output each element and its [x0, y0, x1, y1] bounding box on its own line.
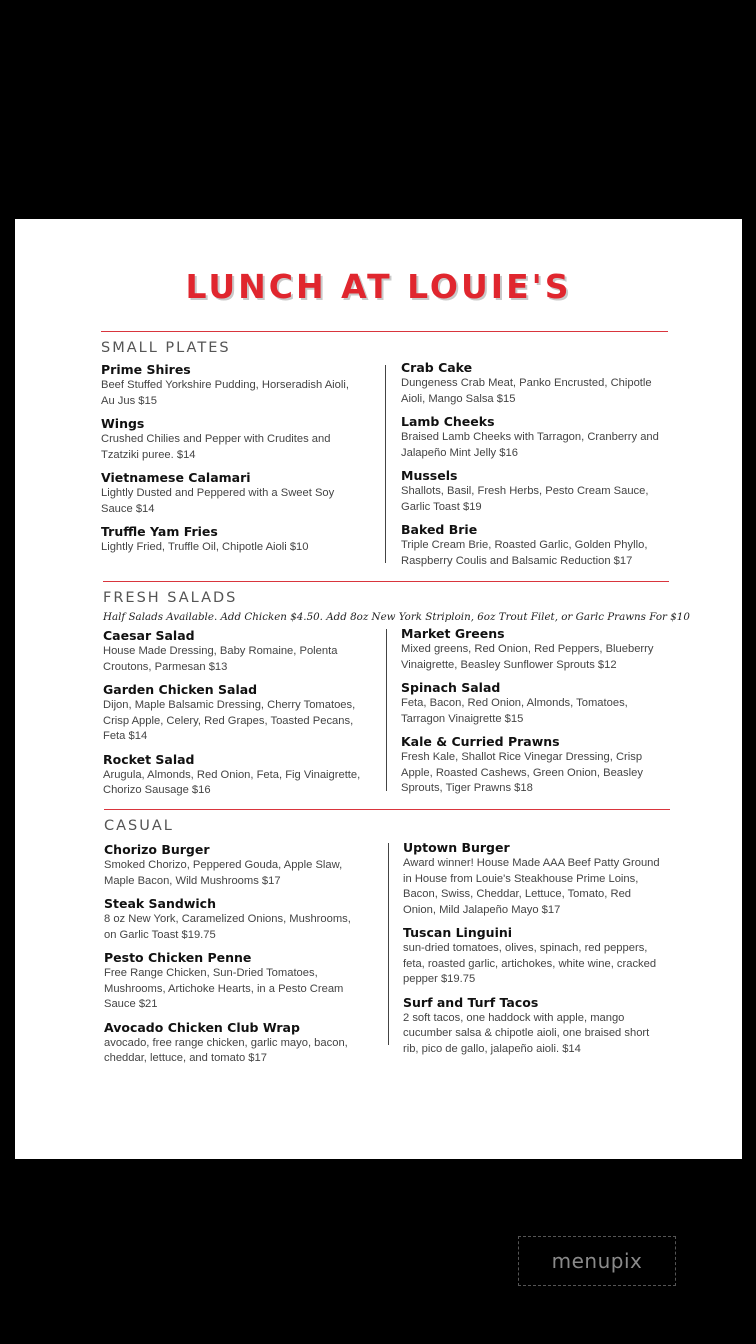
right-column [401, 625, 663, 803]
menu-item [401, 679, 663, 727]
menupix-watermark: menupix [518, 1236, 676, 1286]
section-divider [104, 809, 670, 810]
section-heading: FRESH SALADS [103, 590, 238, 606]
menu-item [403, 994, 665, 1058]
menu-item-description: 8 oz New York, Caramelized Onions, Mushrooms, on Garlic Toast $19.75 [104, 913, 351, 941]
menu-item-description: Feta, Bacon, Red Onion, Almonds, Tomatoes, Tarragon Vinaigrette $15 [401, 697, 628, 725]
section-casual [104, 809, 670, 1064]
menu-item-description: Fresh Kale, Shallot Rice Vinegar Dressing, Crisp Apple, Roasted Cashews, Green Onion, Beasley Sprouts, Tiger Prawns $18 [401, 751, 643, 794]
menu-item-name: Pesto Chicken Penne [104, 950, 252, 965]
menu-item-name: Lamb Cheeks [401, 414, 495, 429]
menu-item-description: avocado, free range chicken, garlic mayo, bacon, cheddar, lettuce, and tomato $17 [104, 1036, 348, 1064]
menu-item-description: Crushed Chilies and Pepper with Crudites and Tzatziki puree. $14 [101, 433, 331, 461]
menu-item-name: Surf and Turf Tacos [403, 994, 539, 1010]
menu-item-name: Steak Sandwich [104, 896, 216, 911]
menu-item-description: Shallots, Basil, Fresh Herbs, Pesto Cream Sauce, Garlic Toast $19 [401, 485, 649, 513]
menu-item-name: Tuscan Linguini [403, 925, 513, 940]
menu-item-name: Truffle Yam Fries [101, 524, 218, 539]
section-heading: SMALL PLATES [101, 340, 231, 356]
column-divider [388, 843, 389, 1045]
menu-item [403, 924, 665, 988]
menu-item-description: Lightly Dusted and Peppered with a Sweet Soy Sauce $14 [101, 487, 335, 515]
menu-item-description: sun-dried tomatoes, olives, spinach, red peppers, feta, roasted garlic, artichokes, white wine, cracked pepper $19.75 [403, 942, 657, 985]
left-column [103, 627, 365, 805]
menu-item [103, 751, 365, 799]
section-small-plates [101, 331, 668, 571]
menu-item [401, 413, 663, 461]
menu-item-description: Triple Cream Brie, Roasted Garlic, Golden Phyllo, Raspberry Coulis and Balsamic Reduction $17 [401, 539, 648, 567]
menu-item [104, 949, 366, 1013]
menu-item-name: Baked Brie [401, 522, 478, 537]
menu-item [403, 839, 665, 918]
menu-item-description: House Made Dressing, Baby Romaine, Polenta Croutons, Parmesan $13 [103, 645, 338, 673]
menu-item-description: Arugula, Almonds, Red Onion, Feta, Fig Vinaigrette, Chorizo Sausage $16 [103, 768, 361, 796]
menu-item [101, 415, 363, 463]
menu-item-name: Garden Chicken Salad [103, 682, 258, 697]
right-column [403, 839, 665, 1063]
menu-item [104, 841, 366, 889]
menu-item-name: Wings [101, 416, 145, 431]
menu-title: LUNCH AT LOUIE'S [185, 267, 572, 306]
menu-item [401, 467, 663, 515]
menu-item [101, 523, 363, 556]
menu-item-name: Chorizo Burger [104, 842, 210, 857]
salad-note: Half Salads Available. Add Chicken $4.50. Add 8oz New York Striploin, 6oz Trout Filet, or Garlc Prawns For $10 [103, 611, 690, 623]
menu-item [401, 625, 663, 673]
section-divider [101, 331, 668, 332]
section-fresh-salads [103, 581, 690, 801]
right-column [401, 359, 663, 575]
menu-item [103, 627, 365, 675]
menu-item-description: Free Range Chicken, Sun-Dried Tomatoes, Mushrooms, Artichoke Hearts, in a Pesto Cream Sauce $21 [104, 967, 344, 1010]
section-heading: CASUAL [104, 818, 174, 834]
menu-item-description: Mixed greens, Red Onion, Red Peppers, Blueberry Vinaigrette, Beasley Sunflower Sprouts $12 [401, 643, 654, 671]
menu-item [101, 361, 363, 409]
menu-item-name: Crab Cake [401, 360, 473, 375]
menu-item-name: Vietnamese Calamari [101, 470, 251, 485]
menu-item-name: Market Greens [401, 626, 505, 641]
menu-item-name: Caesar Salad [103, 628, 195, 643]
menu-item-name: Spinach Salad [401, 680, 501, 695]
menu-item [104, 1019, 366, 1067]
menu-item-name: Uptown Burger [403, 840, 510, 855]
menu-item-description: 2 soft tacos, one haddock with apple, mango cucumber salsa & chipotle aioli, one braised short rib, pico de gallo, jalapeño aioli. $14 [403, 1011, 650, 1055]
left-column [104, 841, 366, 1073]
section-divider [103, 581, 669, 582]
menu-item [401, 521, 663, 569]
menu-item [401, 733, 663, 797]
menu-item-name: Prime Shires [101, 362, 191, 377]
left-column [101, 361, 363, 562]
menu-item [103, 681, 365, 745]
menu-item-name: Kale & Curried Prawns [401, 734, 560, 749]
menu-item [401, 359, 663, 407]
menu-item-description: Dungeness Crab Meat, Panko Encrusted, Chipotle Aioli, Mango Salsa $15 [401, 377, 652, 405]
menu-item [101, 469, 363, 517]
column-divider [386, 629, 387, 791]
menu-item-name: Mussels [401, 468, 458, 483]
menu-item-description: Beef Stuffed Yorkshire Pudding, Horseradish Aioli, Au Jus $15 [101, 379, 349, 407]
menu-item-description: Lightly Fried, Truffle Oil, Chipotle Aioli $10 [101, 541, 309, 553]
menu-item-description: Braised Lamb Cheeks with Tarragon, Cranberry and Jalapeño Mint Jelly $16 [401, 431, 659, 459]
menu-item-description: Dijon, Maple Balsamic Dressing, Cherry Tomatoes, Crisp Apple, Celery, Red Grapes, Toasted Pecans, Feta $14 [103, 699, 356, 742]
menu-item-name: Avocado Chicken Club Wrap [104, 1019, 300, 1035]
menu-page [15, 219, 742, 1159]
column-divider [385, 365, 386, 563]
menu-item-description: Smoked Chorizo, Peppered Gouda, Apple Slaw, Maple Bacon, Wild Mushrooms $17 [104, 859, 343, 887]
menu-item-name: Rocket Salad [103, 751, 195, 767]
menu-item-description: Award winner! House Made AAA Beef Patty Ground in House from Louie's Steakhouse Prime Loins, Bacon, Swiss, Cheddar, Lettuce, Tomato, Red Onion, Mild Jalapeño Mayo $17 [403, 857, 660, 916]
menu-item [104, 895, 366, 943]
